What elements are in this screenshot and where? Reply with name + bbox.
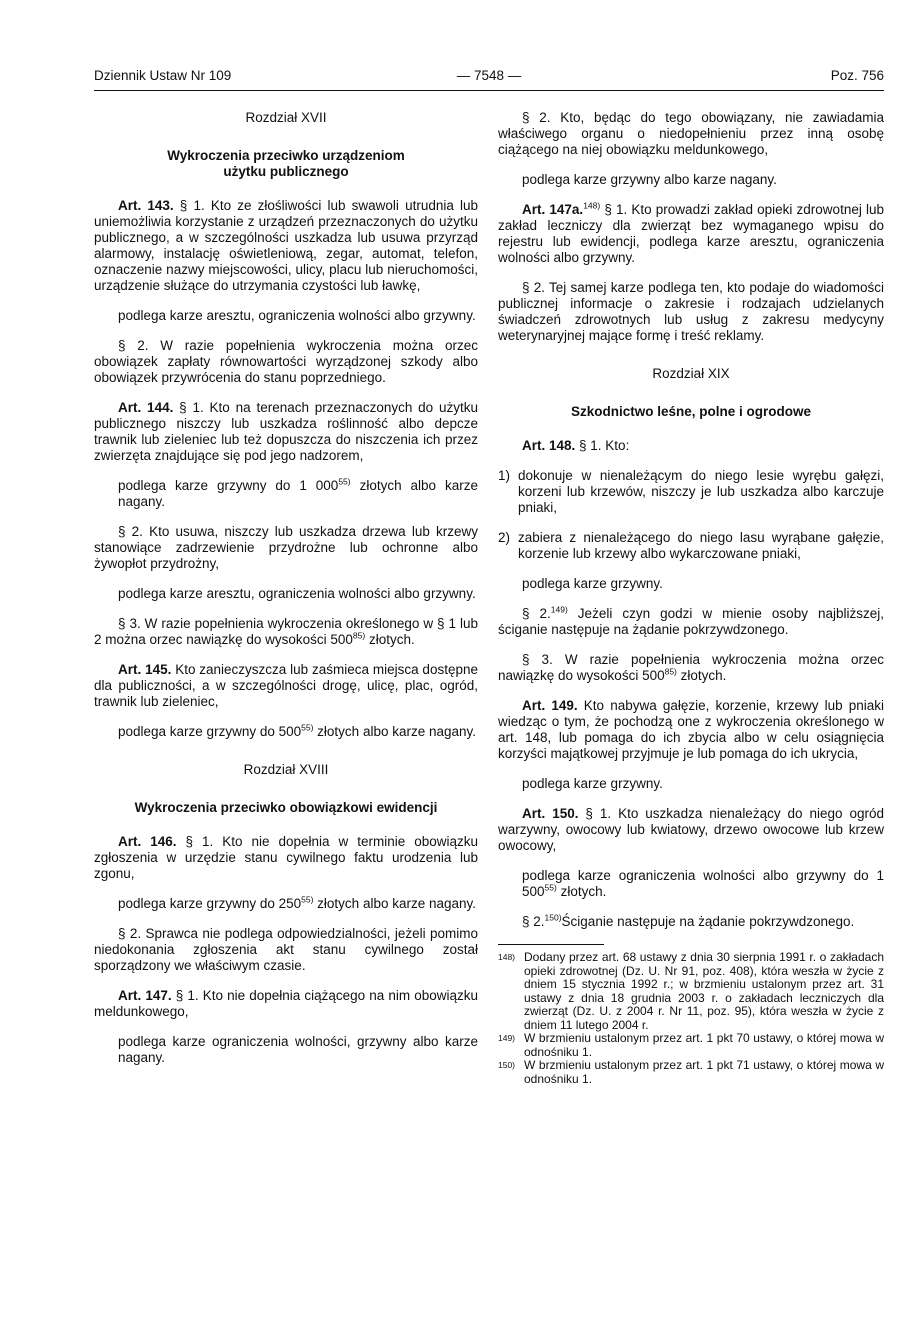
- footnote-150: [498, 1059, 884, 1086]
- art-148-par-3: § 3. W razie popełnienia wykroczenia można orzec nawiązkę do wysokości 500$^{85)}$ złotych.: [498, 652, 884, 683]
- art-147-par-2: § 2. Kto, będąc do tego obowiązany, nie zawiadamia właściwego organu o niedopełnieniu przez inną osobę ciążącego na niej obowiązku meldunkowego,: [498, 110, 884, 157]
- art-147a-par-1: Art. 147a.$^{148)}$ § 1. Kto prowadzi zakład opieki zdrowotnej lub zakład leczniczy dla zwierząt bez wymaganego wpisu do rejestru lub ewidencji, podlega karze aresztu, ograniczenia wolności albo grzywny.: [498, 200, 884, 265]
- art-147-label: Art. 147.: [118, 988, 172, 1003]
- footnote-number: 148): [498, 952, 516, 962]
- footnote-ref: 149): [550, 604, 568, 615]
- art-148-intro: Art. 148. § 1. Kto:: [522, 438, 630, 453]
- item-text: zabiera z nienależącego do niego lasu wyrąbane gałęzie, korzenie lub krzewy albo wykarczowane pniaki,: [518, 530, 884, 561]
- footnote-ref: 55): [544, 882, 557, 893]
- art-146-label: Art. 146.: [118, 834, 177, 849]
- chapter-19-label: Rozdział XIX: [652, 366, 730, 381]
- art-144-par-3: § 3. W razie popełnienia wykroczenia określonego w § 1 lub 2 można orzec nawiązkę do wysokości 500$^{85)}$ złotych.: [94, 616, 478, 647]
- art-144-label: Art. 144.: [118, 400, 174, 415]
- art-148-item-1: [498, 468, 884, 516]
- art-145-text: Art. 145. Kto zanieczyszcza lub zaśmieca miejsca dostępne dla publiczności, a w szczególności drogę, ulicę, plac, ogród, trawnik lub zieleniec,: [94, 662, 478, 709]
- art-144-penalty-2: podlega karze aresztu, ograniczenia wolności albo grzywny.: [118, 586, 476, 601]
- right-column: [498, 110, 884, 1086]
- footnote-ref: 85): [352, 630, 366, 641]
- footnote-number: 150): [498, 1060, 516, 1070]
- footnote-ref: 55): [301, 722, 314, 733]
- item-text: dokonuje w nienależącym do niego lesie wyrębu gałęzi, korzeni lub krzewów, niszczy je lub uszkadza albo karczuje pniaki,: [518, 468, 884, 515]
- art-148-penalty: podlega karze grzywny.: [522, 576, 663, 591]
- art-147a-par-2: § 2. Tej samej karze podlega ten, kto podaje do wiadomości publicznej informacje o zakresie i rodzajach udzielanych świadczeń zdrowotnych lub usług z zakresu medycyny weterynaryjnej mające formę i treść reklamy.: [498, 280, 884, 343]
- art-143-par-1: Art. 143. § 1. Kto ze złośliwości lub swawoli utrudnia lub uniemożliwia korzystanie z urządzeń przeznaczonych do użytku publicznego, a w szczególności uszkadza lub usuwa przyrząd alarmowy, instalację oświetleniową, zegar, automat, telefon, oznaczenie nazwy miejscowości, ulicy, placu lub nieruchomości, urządzenie służące do utrzymania czystości lub ławkę,: [94, 198, 479, 293]
- journal-title: Dziennik Ustaw Nr 109: [94, 68, 232, 83]
- art-147-penalty-2: podlega karze grzywny albo karze nagany.: [522, 172, 777, 187]
- art-146-par-1: Art. 146. § 1. Kto nie dopełnia w terminie obowiązku zgłoszenia w urzędzie stanu cywilnego faktu urodzenia lub zgonu,: [94, 834, 478, 881]
- chapter-18-label: Rozdział XVIII: [243, 762, 329, 777]
- art-150-par-2: § 2.$^{150)}$Ściganie następuje na żądanie pokrzywdzonego.: [522, 912, 855, 929]
- chapter-17-label: Rozdział XVII: [245, 110, 327, 125]
- chapter-17-title-line1: Wykroczenia przeciwko urządzeniom: [167, 148, 405, 163]
- footnote-rule: [498, 944, 604, 945]
- art-145-penalty: podlega karze grzywny do 500$^{55)}$ złotych albo karze nagany.: [118, 722, 477, 739]
- footnote-149: [498, 1032, 884, 1059]
- art-149-penalty: podlega karze grzywny.: [522, 776, 663, 791]
- chapter-19-title: Szkodnictwo leśne, polne i ogrodowe: [570, 404, 812, 419]
- art-149-label: Art. 149.: [522, 698, 578, 713]
- art-148-item-2: [498, 530, 884, 562]
- left-column: [94, 110, 478, 1080]
- art-148-label: Art. 148.: [522, 438, 576, 453]
- art-145-label: Art. 145.: [118, 662, 172, 677]
- header-rule: [94, 90, 884, 91]
- art-148-par-2: § 2.$^{149)}$ Jeżeli czyn godzi w mienie osoby najbliższej, ściganie następuje na żądanie pokrzywdzonego.: [498, 604, 884, 637]
- art-150-par-1: Art. 150. § 1. Kto uszkadza nienależący do niego ogród warzywny, owocowy lub kwiatowy, drzewo owocowe lub krzew owocowy,: [498, 806, 884, 853]
- art-143-label: Art. 143.: [118, 198, 174, 213]
- art-144-par-1: Art. 144. § 1. Kto na terenach przeznaczonych do użytku publicznego niszczy lub uszkadza roślinność albo depcze trawnik lub zieleniec lub też dopuszcza do niszczenia ich przez zwierzęta znajdujące się pod jego nadzorem,: [94, 400, 478, 463]
- art-150-penalty: podlega karze ograniczenia wolności albo grzywny do 1 500$^{55)}$ złotych.: [522, 868, 884, 899]
- art-143-par-2: § 2. W razie popełnienia wykroczenia można orzec obowiązek zapłaty równowartości wyrządzonej szkody albo obowiązek przywrócenia do stanu poprzedniego.: [94, 338, 478, 385]
- art-146-par-2: § 2. Sprawca nie podlega odpowiedzialności, jeżeli pomimo niedokonania zgłoszenia akt stanu cywilnego został sporządzony we właściwym czasie.: [94, 926, 478, 973]
- footnote-number: 149): [498, 1033, 516, 1043]
- item-number: 2): [498, 530, 511, 545]
- art-146-penalty: podlega karze grzywny do 250$^{55)}$ złotych albo karze nagany.: [118, 894, 477, 911]
- art-147-par-1: Art. 147. § 1. Kto nie dopełnia ciążącego na nim obowiązku meldunkowego,: [94, 988, 479, 1019]
- art-149-text: Art. 149. Kto nabywa gałęzie, korzenie, krzewy lub pniaki wiedząc o tym, że pochodzą one z wykroczenia określonego w art. 148, lub pomaga do ich zbycia albo w celu osiągnięcia korzyści majątkowej przyjmuje je lub pomaga do ich ukrycia,: [498, 698, 885, 761]
- footnote-ref: 55): [338, 476, 351, 487]
- item-number: 1): [498, 468, 511, 483]
- footnote-ref: 55): [301, 894, 314, 905]
- chapter-17-title: [94, 148, 478, 180]
- art-144-penalty-1: podlega karze grzywny do 1 000$^{55)}$ złotych albo karze nagany.: [118, 476, 478, 509]
- position-number: Poz. 756: [830, 68, 884, 83]
- footnote-ref: 148): [583, 200, 601, 211]
- art-147a-label: Art. 147a.: [522, 202, 584, 217]
- footnote-text: W brzmieniu ustalonym przez art. 1 pkt 71 ustawy, o której mowa w odnośniku 1.: [524, 1058, 884, 1086]
- page-number: — 7548 —: [456, 68, 522, 83]
- chapter-18-title: Wykroczenia przeciwko obowiązkowi ewidencji: [134, 800, 438, 815]
- page-header: [94, 68, 884, 88]
- footnote-text: Dodany przez art. 68 ustawy z dnia 30 sierpnia 1991 r. o zakładach opieki zdrowotnej (Dz. U. Nr 91, poz. 408), która weszła w życie z dniem 15 stycznia 1992 r.; w brzmieniu ustalonym przez art. 31 ustawy z dnia 18 grudnia 2003 r. o zakładach leczniczych dla zwierząt (Dz. U. z 2004 r. Nr 11, poz. 95), która weszła w życie z dniem 11 lutego 2004 r.: [524, 950, 884, 1032]
- art-143-penalty-1: podlega karze aresztu, ograniczenia wolności albo grzywny.: [118, 308, 476, 323]
- art-150-label: Art. 150.: [522, 806, 579, 821]
- footnote-ref: 150): [544, 912, 562, 923]
- footnote-ref: 85): [664, 666, 677, 677]
- footnote-text: W brzmieniu ustalonym przez art. 1 pkt 70 ustawy, o której mowa w odnośniku 1.: [524, 1031, 884, 1059]
- footnote-148: [498, 951, 884, 1032]
- chapter-17-title-line2: użytku publicznego: [223, 164, 349, 179]
- art-144-par-2: § 2. Kto usuwa, niszczy lub uszkadza drzewa lub krzewy stanowiące zadrzewienie przydrożne lub ochronne albo żywopłot przydrożny,: [94, 524, 478, 571]
- art-147-penalty-1: podlega karze ograniczenia wolności, grzywny albo karze nagany.: [118, 1034, 478, 1065]
